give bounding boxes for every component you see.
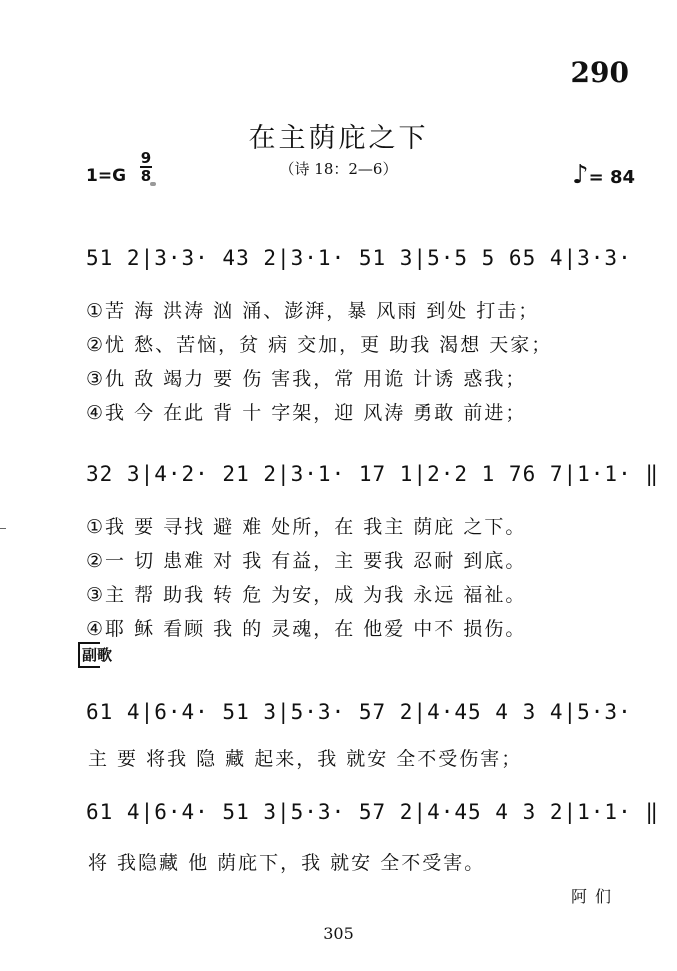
verse4-line2-lyrics: ④耶 稣 看顾 我 的 灵魂，在 他爱 中不 损伤。	[86, 618, 527, 640]
time-signature	[140, 150, 152, 184]
verse4-line1-lyrics: ④我 今 在此 背 十 字架，迎 风涛 勇敢 前进；	[86, 402, 527, 424]
meter-bottom: 8	[140, 167, 152, 185]
page-number: 305	[323, 924, 354, 943]
verse2-line2-lyrics: ②一 切 患难 对 我 有益，主 要我 忍耐 到底。	[86, 550, 527, 572]
key-signature: 1=G	[86, 166, 127, 186]
verse-line2-notation: 32 3|4·2· 21 2|3·1· 17 1|2·2 1 76 7|1·1· ‖	[86, 462, 660, 486]
eighth-note-icon: ♪	[572, 160, 589, 190]
page-edge-mark	[0, 528, 6, 529]
refrain-line2-notation: 61 4|6·4· 51 3|5·3· 57 2|4·45 4 3 2|1·1· ‖	[86, 800, 660, 824]
refrain-label: 副歌	[78, 642, 100, 668]
hymn-title: 在主荫庇之下	[248, 123, 429, 154]
scripture-reference: （诗 18：2—6）	[279, 160, 398, 178]
tempo-marking	[572, 160, 635, 190]
refrain-line1-lyrics: 主 要 将我 隐 藏 起来，我 就安 全不受伤害；	[88, 748, 523, 770]
meter-top: 9	[140, 149, 152, 167]
verse1-line1-lyrics: ①苦 海 洪涛 汹 涌、澎湃，暴 风雨 到处 打击；	[86, 300, 540, 322]
verse-line1-notation: 51 2|3·3· 43 2|3·1· 51 3|5·5 5 65 4|3·3·	[86, 246, 632, 270]
refrain-line2-lyrics: 将 我隐藏 他 荫庇下，我 就安 全不受害。	[88, 852, 486, 874]
verse2-line1-lyrics: ②忧 愁、苦恼，贫 病 交加，更 助我 渴想 天家；	[86, 334, 553, 356]
hymn-number: 290	[570, 56, 629, 89]
verse3-line2-lyrics: ③主 帮 助我 转 危 为安，成 为我 永远 福祉。	[86, 584, 527, 606]
verse3-line1-lyrics: ③仇 敌 竭力 要 伤 害我，常 用诡 计诱 惑我；	[86, 368, 527, 390]
tempo-value: = 84	[588, 167, 635, 188]
refrain-line1-notation: 61 4|6·4· 51 3|5·3· 57 2|4·45 4 3 4|5·3·	[86, 700, 632, 724]
amen-text: 阿们	[570, 887, 619, 906]
verse1-line2-lyrics: ①我 要 寻找 避 难 处所，在 我主 荫庇 之下。	[86, 516, 527, 538]
